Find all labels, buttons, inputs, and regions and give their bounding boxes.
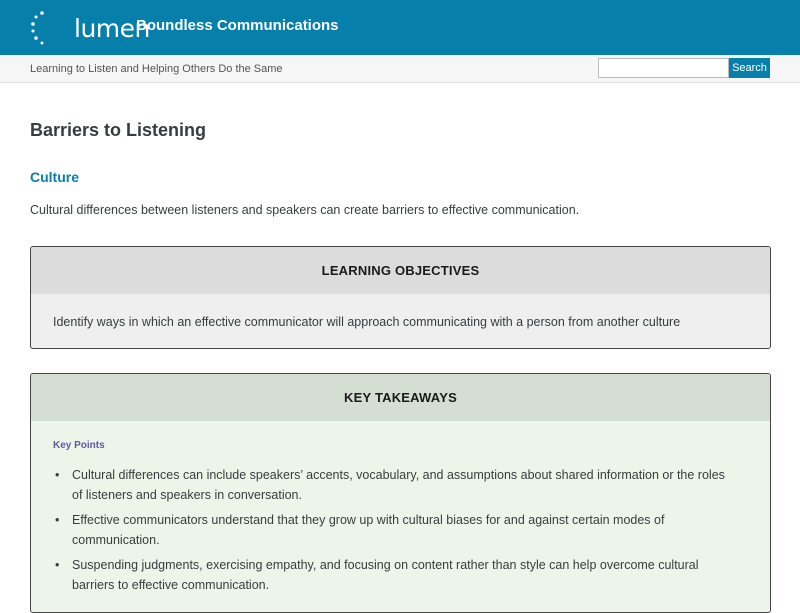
lumen-logo[interactable] [30,10,150,46]
search-input[interactable] [598,58,729,78]
intro-paragraph: Cultural differences between listeners and speakers can create barriers to effective communication. [30,203,580,217]
learning-objectives-box [30,246,771,349]
book-navigation-bar [0,55,800,83]
key-takeaways-box [30,373,771,613]
lumen-dots-logo-icon [30,10,74,46]
key-takeaways-heading: KEY TAKEAWAYS [31,374,770,421]
top-header-bar [0,0,800,55]
site-title[interactable]: Boundless Communications [136,17,339,34]
section-heading: Culture [30,169,79,185]
learning-objectives-text: Identify ways in which an effective communicator will approach communicating with a person from another culture [53,315,681,329]
key-points-list [53,466,733,601]
list-item: • Cultural differences can include speakers’ accents, vocabulary, and assumptions about shared information or the roles of listeners and speakers in conversation. [53,466,733,505]
page-title: Barriers to Listening [30,120,207,140]
learning-objectives-heading: LEARNING OBJECTIVES [31,247,770,294]
list-item: • Effective communicators understand that they grow up with cultural biases for and against certain modes of communication. [53,511,733,550]
logo-text: lumen [74,14,150,43]
list-item: • Suspending judgments, exercising empathy, and focusing on content rather than style can help overcome cultural barriers to effective communication. [53,556,733,595]
book-title-link[interactable]: Learning to Listen and Helping Others Do the Same [30,63,283,75]
key-points-label: Key Points [53,440,105,451]
search-button[interactable]: Search [729,58,770,78]
